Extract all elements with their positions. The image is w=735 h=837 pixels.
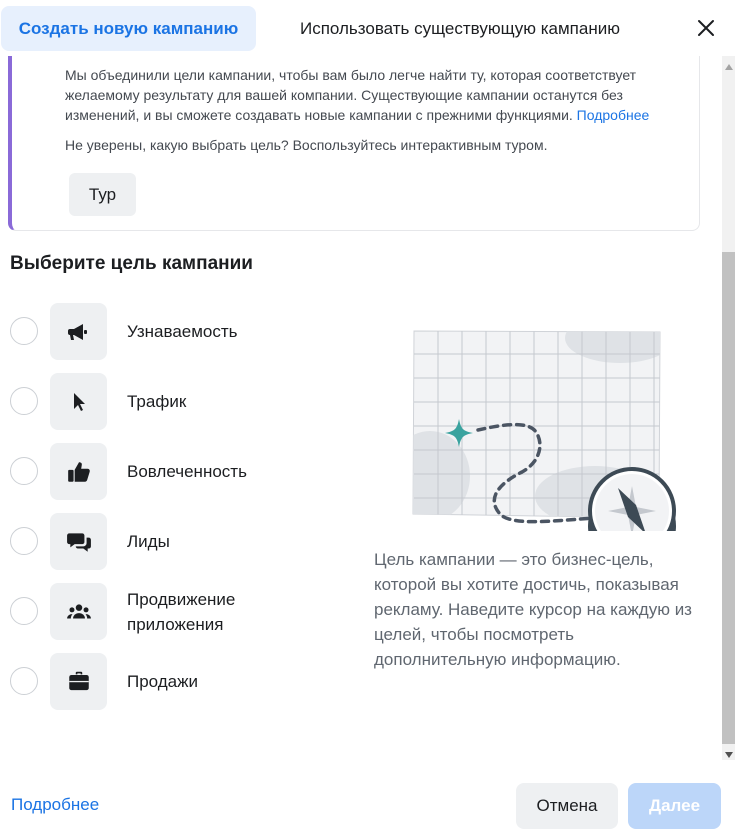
thumbs-up-icon bbox=[66, 459, 92, 485]
cursor-icon bbox=[67, 390, 91, 414]
objective-sales[interactable] bbox=[0, 653, 360, 711]
section-title: Выберите цель кампании bbox=[10, 253, 253, 274]
radio-sales[interactable] bbox=[10, 667, 38, 695]
cancel-button[interactable]: Отмена bbox=[516, 783, 618, 829]
briefcase-icon bbox=[66, 669, 92, 695]
tour-button[interactable]: Тур bbox=[69, 173, 136, 216]
objective-icon-box bbox=[50, 373, 107, 430]
info-question: Не уверены, какую выбрать цель? Воспользуйтесь интерактивным туром. bbox=[65, 137, 548, 153]
tab-create-new-campaign[interactable]: Создать новую кампанию bbox=[1, 6, 256, 51]
objective-app-promotion[interactable] bbox=[0, 583, 360, 641]
objective-label: Продажи bbox=[127, 672, 198, 691]
objective-leads[interactable] bbox=[0, 513, 360, 571]
objective-engagement[interactable] bbox=[0, 443, 360, 501]
radio-traffic[interactable] bbox=[10, 387, 38, 415]
objective-awareness[interactable] bbox=[0, 303, 360, 361]
info-body: Мы объединили цели кампании, чтобы вам было легче найти ту, которая соответствует желаемому результату для вашей компании. Существующие кампании останутся без изменений, и вы сможете создавать новые кампании с прежними функциями. bbox=[65, 67, 637, 123]
objective-label: Лиды bbox=[127, 532, 170, 551]
objective-icon-box bbox=[50, 653, 107, 710]
info-learn-more-link[interactable]: Подробнее bbox=[576, 107, 650, 123]
radio-engagement[interactable] bbox=[10, 457, 38, 485]
close-button[interactable] bbox=[690, 12, 722, 44]
arrow-up-icon bbox=[725, 64, 733, 70]
scrollbar-thumb[interactable] bbox=[722, 252, 735, 744]
info-text bbox=[65, 65, 700, 125]
objective-traffic[interactable] bbox=[0, 373, 360, 431]
objective-description: Цель кампании — это бизнес-цель, которой вы хотите достичь, показывая рекламу. Наведите курсор на каждую из целей, чтобы посмотреть дополнительную информацию. bbox=[374, 550, 692, 669]
next-button[interactable]: Далее bbox=[628, 783, 721, 829]
objective-label: Трафик bbox=[127, 392, 187, 411]
objective-label: Вовлеченность bbox=[127, 462, 247, 481]
objective-icon-box bbox=[50, 303, 107, 360]
objective-label: Узнаваемость bbox=[127, 322, 238, 341]
footer-learn-more-link[interactable]: Подробнее bbox=[11, 795, 100, 814]
radio-app-promotion[interactable] bbox=[10, 597, 38, 625]
objective-icon-box bbox=[50, 583, 107, 640]
map-compass-illustration bbox=[410, 326, 680, 531]
scroll-down-arrow[interactable] bbox=[722, 748, 735, 762]
objective-icon-box bbox=[50, 513, 107, 570]
info-notice bbox=[8, 56, 700, 231]
people-icon bbox=[66, 599, 92, 625]
radio-leads[interactable] bbox=[10, 527, 38, 555]
scroll-up-arrow[interactable] bbox=[722, 60, 735, 74]
megaphone-icon bbox=[67, 320, 91, 344]
close-icon bbox=[690, 12, 722, 44]
objective-icon-box bbox=[50, 443, 107, 500]
chat-bubbles-icon bbox=[66, 529, 92, 555]
tab-use-existing-campaign[interactable]: Использовать существующую кампанию bbox=[300, 18, 620, 38]
objective-label: Продвижение приложения bbox=[127, 590, 236, 634]
arrow-down-icon bbox=[725, 752, 733, 758]
dialog-scroll-area bbox=[0, 56, 735, 760]
radio-awareness[interactable] bbox=[10, 317, 38, 345]
